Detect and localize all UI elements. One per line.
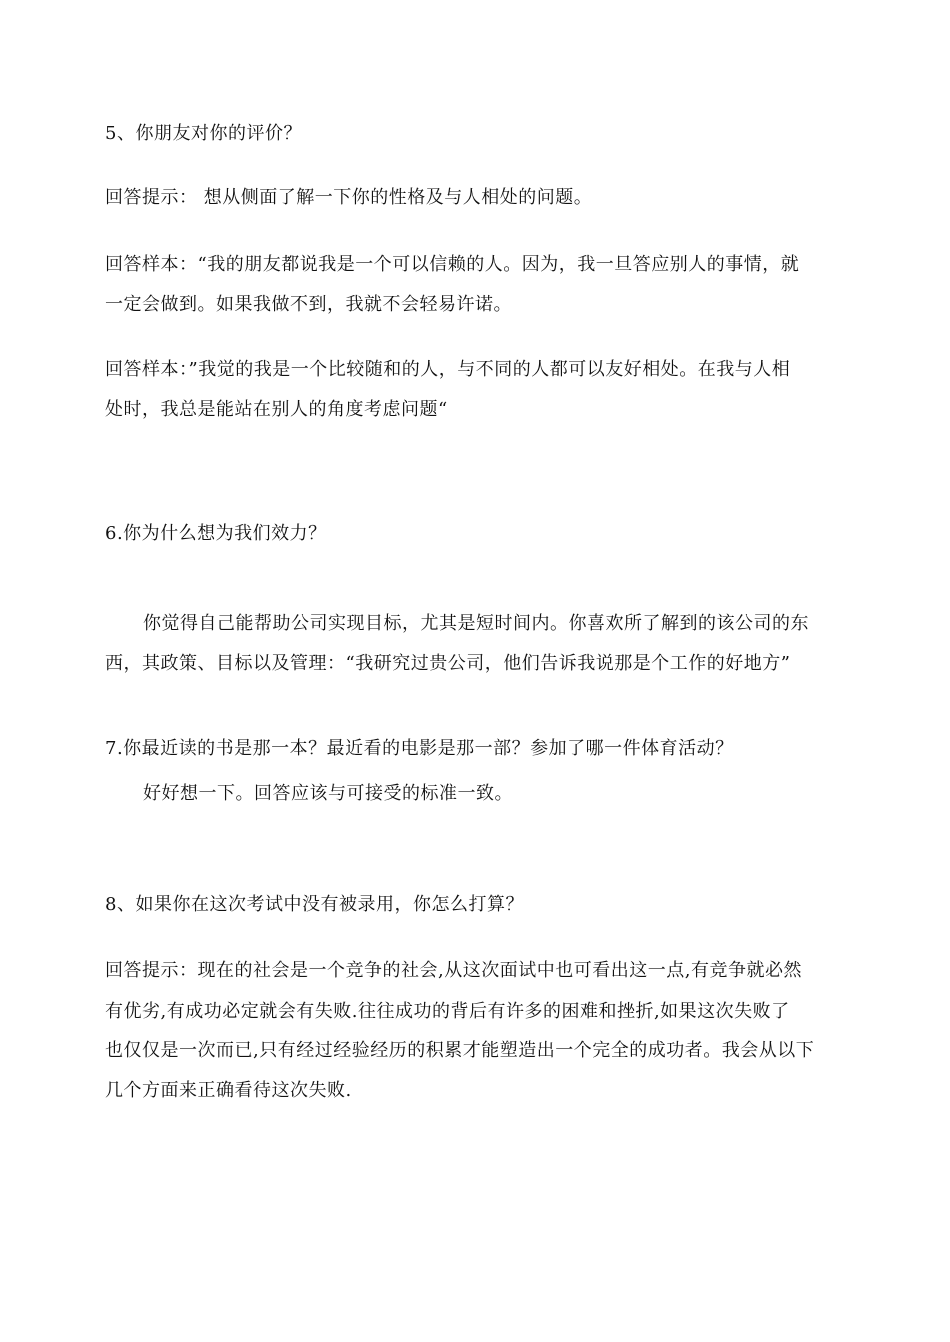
q6-answer-line-1: 你觉得自己能帮助公司实现目标，尤其是短时间内。你喜欢所了解到的该公司的东 [143,613,809,634]
question-5: 5、你朋友对你的评价？ [105,123,302,144]
question-8: 8、如果你在这次考试中没有被录用，你怎么打算？ [105,894,524,915]
q8-hint-line-1: 回答提示：现在的社会是一个竞争的社会,从这次面试中也可看出这一点,有竞争就必然 [105,960,802,981]
question-6: 6.你为什么想为我们效力？ [105,523,327,544]
q5-hint: 回答提示： 想从侧面了解一下你的性格及与人相处的问题。 [105,187,593,208]
question-7: 7.你最近读的书是那一本？最近看的电影是那一部？参加了哪一件体育活动？ [105,738,734,759]
q7-answer: 好好想一下。回答应该与可接受的标准一致。 [143,783,513,804]
q8-hint-line-2: 有优劣,有成功必定就会有失败.往往成功的背后有许多的困难和挫折,如果这次失败了 [105,1001,790,1022]
q8-hint-line-3: 也仅仅是一次而已,只有经过经验经历的积累才能塑造出一个完全的成功者。我会从以下 [105,1040,815,1061]
q5-sample-2-line-1: 回答样本：”我觉的我是一个比较随和的人，与不同的人都可以友好相处。在我与人相 [105,359,791,380]
q6-answer-line-2: 西，其政策、目标以及管理：“我研究过贵公司，他们告诉我说那是个工作的好地方” [105,653,791,674]
q5-sample-1-line-1: 回答样本：“我的朋友都说我是一个可以信赖的人。因为，我一旦答应别人的事情，就 [105,254,800,275]
q8-hint-line-4: 几个方面来正确看待这次失败. [105,1080,352,1101]
q5-sample-2-line-2: 处时，我总是能站在别人的角度考虑问题“ [105,399,448,420]
q5-sample-1-line-2: 一定会做到。如果我做不到，我就不会轻易许诺。 [105,294,512,315]
